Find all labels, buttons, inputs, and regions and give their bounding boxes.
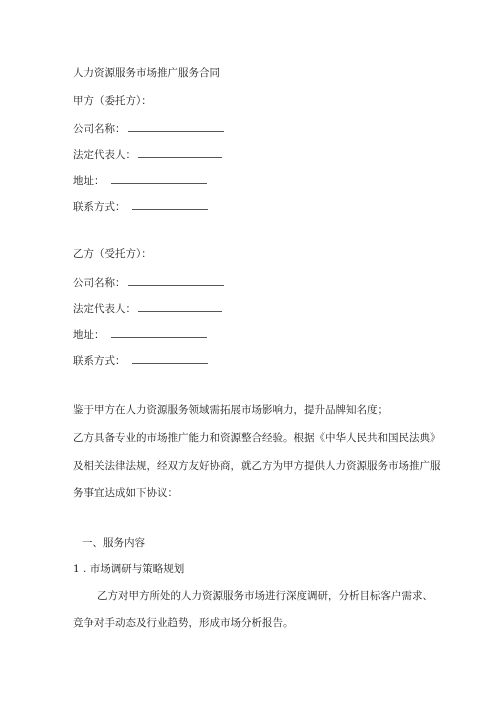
preamble-line-2: 乙方具备专业的市场推广能力和资源整合经验。根据《中华人民共和国民法典》: [73, 432, 441, 444]
party-b-contact-row: [73, 353, 208, 368]
party-a-company-label: 公司名称：: [73, 123, 126, 135]
party-a-heading: 甲方（委托方）：: [73, 95, 152, 107]
party-a-rep-row: [73, 147, 222, 162]
party-b-rep-label: 法定代表人：: [73, 303, 136, 315]
section-1-item-1-body-line-2: 竞争对手动态及行业趋势，形成市场分析报告。: [73, 617, 294, 629]
party-a-rep-label: 法定代表人：: [73, 149, 136, 161]
party-a-address-blank[interactable]: [111, 173, 207, 184]
section-1-item-1-title: 1 . 市场调研与策略规划: [73, 563, 185, 575]
party-a-contact-label: 联系方式：: [73, 201, 126, 213]
section-1-heading: 一、服务内容: [82, 537, 145, 549]
contract-title: 人力资源服务市场推广服务合同: [73, 67, 220, 79]
party-a-address-label: 地址：: [73, 175, 105, 187]
party-b-rep-blank[interactable]: [138, 301, 222, 312]
party-a-company-blank[interactable]: [128, 121, 224, 132]
party-a-rep-blank[interactable]: [138, 147, 222, 158]
preamble-line-3: 及相关法律法规，经双方友好协商，就乙方为甲方提供人力资源服务市场推广服: [73, 460, 441, 472]
party-a-company-row: [73, 121, 224, 136]
preamble-line-1: 鉴于甲方在人力资源服务领域需拓展市场影响力，提升品牌知名度；: [73, 404, 388, 416]
preamble-line-4: 务事宜达成如下协议：: [73, 487, 178, 499]
party-b-heading: 乙方（受托方）：: [73, 248, 152, 260]
party-a-contact-row: [73, 199, 208, 214]
party-a-address-row: [73, 173, 207, 188]
section-1-item-1-body-line-1: 乙方对甲方所处的人力资源服务市场进行深度调研，分析目标客户需求、: [97, 590, 433, 602]
party-b-company-row: [73, 275, 224, 290]
party-b-company-blank[interactable]: [128, 275, 224, 286]
party-b-address-blank[interactable]: [111, 327, 207, 338]
party-b-contact-label: 联系方式：: [73, 355, 126, 367]
party-b-address-row: [73, 327, 207, 342]
party-b-address-label: 地址：: [73, 329, 105, 341]
party-b-contact-blank[interactable]: [132, 353, 208, 364]
party-b-rep-row: [73, 301, 222, 316]
party-b-company-label: 公司名称：: [73, 277, 126, 289]
party-a-contact-blank[interactable]: [132, 199, 208, 210]
